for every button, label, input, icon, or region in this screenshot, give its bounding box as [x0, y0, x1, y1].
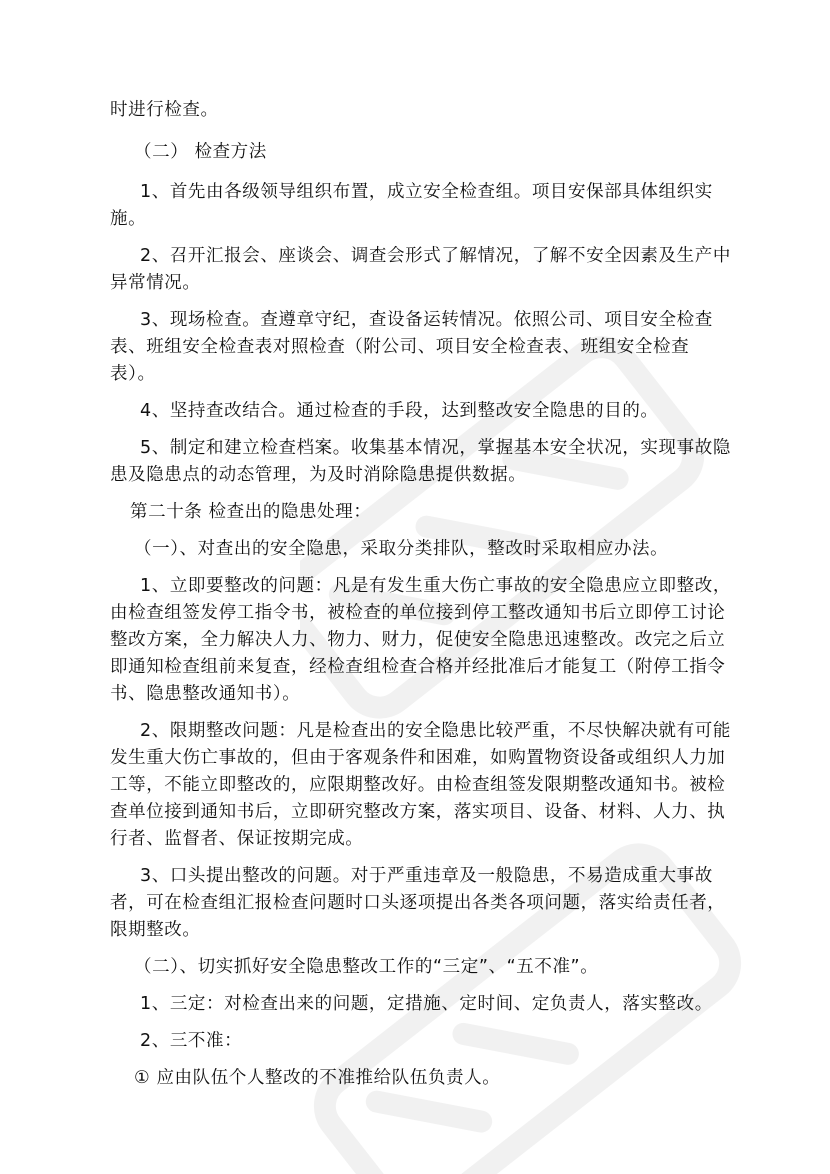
text-line: 2、限期整改问题：凡是检查出的安全隐患比较严重，不尽快解决就有可能 [140, 721, 731, 741]
subsection-heading: （一）、对查出的安全隐患，采取分类排队，整改时采取相应办法。 [134, 539, 669, 559]
text-line: 行者、监督者、保证按期完成。 [110, 829, 364, 849]
section-heading: （二） 检查方法 [134, 142, 267, 162]
text-line: 1、立即要整改的问题：凡是有发生重大伤亡事故的安全隐患应立即整改， [140, 576, 731, 596]
text-line: 1、三定：对检查出来的问题，定措施、定时间、定负责人，落实整改。 [140, 994, 713, 1014]
text-line: 4、坚持查改结合。通过检查的手段，达到整改安全隐患的目的。 [140, 401, 659, 421]
text-line: 施。 [110, 209, 147, 229]
text-line: 工等，不能立即整改的，应限期整改好。由检查组签发限期整改通知书。被检 [110, 775, 726, 795]
text-line: 即通知检查组前来复查，经检查组检查合格并经批准后才能复工（附停工指令 [110, 657, 726, 677]
text-line: 者，可在检查组汇报检查问题时口头逐项提出各类各项问题，落实给责任者， [110, 893, 726, 913]
text-line: 2、三不准： [140, 1031, 243, 1051]
text-line: 书、隐患整改通知书）。 [110, 684, 301, 704]
text-line: 2、召开汇报会、座谈会、调查会形式了解情况，了解不安全因素及生产中 [140, 246, 731, 266]
text-line: 整改方案，全力解决人力、物力、财力，促使安全隐患迅速整改。改完之后立 [110, 630, 726, 650]
text-line: 表）。 [110, 364, 156, 384]
text-line: 患及隐患点的动态管理，为及时消除隐患提供数据。 [110, 465, 527, 485]
text-line: 时进行检查。 [110, 100, 219, 120]
text-line: 由检查组签发停工指令书，被检查的单位接到停工整改通知书后立即停工讨论 [110, 603, 726, 623]
text-line: 发生重大伤亡事故的，但由于客观条件和困难，如购置物资设备或组织人力加 [110, 748, 726, 768]
text-line: 5、制定和建立检查档案。收集基本情况，掌握基本安全状况，实现事故隐 [140, 438, 731, 458]
text-line: 3、口头提出整改的问题。对于严重违章及一般隐患，不易造成重大事故 [140, 866, 713, 886]
text-line: 表、班组安全检查表对照检查（附公司、项目安全检查表、班组安全检查 [110, 337, 690, 357]
text-line: 1、首先由各级领导组织布置，成立安全检查组。项目安保部具体组织实 [140, 182, 713, 202]
text-line: ① 应由队伍个人整改的不准推给队伍负责人。 [134, 1068, 501, 1088]
text-line: 异常情况。 [110, 273, 201, 293]
subsection-heading: （二）、切实抓好安全隐患整改工作的“三定”、“五不准”。 [134, 957, 599, 977]
text-line: 查单位接到通知书后，立即研究整改方案，落实项目、设备、材料、人力、执 [110, 802, 726, 822]
text-line: 3、现场检查。查遵章守纪，查设备运转情况。依照公司、项目安全检查 [140, 310, 713, 330]
text-line: 限期整改。 [110, 920, 201, 940]
article-heading: 第二十条 检查出的隐患处理： [130, 502, 372, 522]
